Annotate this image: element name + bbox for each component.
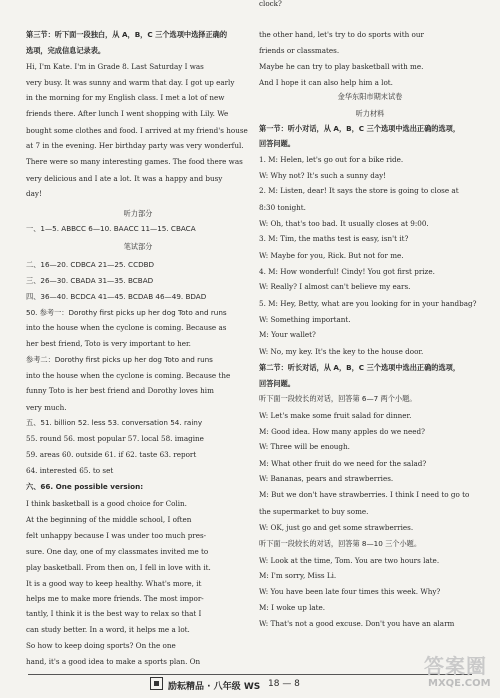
text-line: 六、66. One possible version:	[26, 482, 144, 491]
text-line: W: Bananas, pears and strawberries.	[259, 474, 394, 483]
text-line: M: Good idea. How many apples do we need?	[259, 427, 425, 436]
text-line: W: No, my key. It's the key to the house door.	[259, 347, 424, 356]
text-line: M: Your wallet?	[259, 330, 316, 339]
text-line: friends there. After lunch I went shopping with Lily. We	[26, 109, 229, 118]
text-line: W: OK, just go and get some strawberries.	[259, 523, 414, 532]
text-line: into the house when the cyclone is coming. Because as	[26, 323, 227, 332]
text-line: 二、16—20. CDBCA 21—25. CCDBD	[26, 260, 155, 269]
text-line: very much.	[26, 403, 67, 412]
text-line: day!	[26, 189, 42, 198]
text-line: W: Something important.	[259, 315, 351, 324]
text-line: 3. M: Tim, the maths test is easy, isn't it?	[259, 234, 409, 243]
text-line: So how to keep doing sports? On the one	[26, 641, 176, 650]
text-line: 8:30 tonight.	[259, 203, 306, 212]
text-line: 四、36—40. BCDCA 41—45. BCDAB 46—49. BDAD	[26, 292, 207, 301]
text-line: M: I'm sorry, Miss Li.	[259, 571, 337, 580]
text-line: very delicious and I ate a lot. It was a happy and busy	[26, 174, 223, 183]
text-line: very busy. It was sunny and warm that day. I got up early	[26, 78, 235, 87]
watermark-text: 答案圈	[424, 654, 487, 678]
watermark-url: MXQE.COM	[428, 678, 491, 689]
text-line: W: Three will be enough.	[259, 442, 350, 451]
text-line: W: Maybe for you, Rick. But not for me.	[259, 251, 404, 260]
footer-brand: 励耘精品 · 八年级 WS	[168, 682, 261, 692]
text-line: the supermarket to buy some.	[259, 507, 369, 516]
text-line: 64. interested 65. to set	[26, 466, 114, 475]
text-line: There were so many interesting games. The food there was	[26, 157, 243, 166]
text-line: W: Look at the time, Tom. You are two hours late.	[259, 556, 440, 565]
page-number: 18 — 8	[268, 679, 300, 689]
text-line: 回答问题。	[259, 379, 295, 388]
text-line: At the beginning of the middle school, I often	[26, 515, 192, 524]
text-line: 1. M: Helen, let's go out for a bike ride.	[259, 155, 404, 164]
text-line: 一、1—5. ABBCC 6—10. BAACC 11—15. CBACA	[26, 224, 196, 233]
text-line: tantly, I think it is the best way to relax so that I	[26, 609, 202, 618]
text-line: 听下面一段较长的对话，回答第 8—10 三个小题。	[259, 539, 422, 548]
text-line: 五、51. billion 52. less 53. conversation 54. rainy	[26, 418, 203, 427]
text-line: 三、26—30. CBADA 31—35. BCBAD	[26, 276, 154, 285]
text-line: W: You have been late four times this week. Why?	[259, 587, 441, 596]
text-line: W: Let's make some fruit salad for dinner.	[259, 411, 412, 420]
text-line: 第二节：听长对话，从 A，B，C 三个选项中选出正确的选项，	[259, 363, 461, 372]
text-line: 5. M: Hey, Betty, what are you looking for in your handbag?	[259, 299, 477, 308]
text-line: Hi, I'm Kate. I'm in Grade 8. Last Saturday I was	[26, 62, 204, 71]
text-line: 参考二：Dorothy first picks up her dog Toto and runs	[26, 355, 213, 364]
text-line: W: Why not? It's such a sunny day!	[259, 171, 387, 180]
text-line: funny Toto is her best friend and Dorothy loves him	[26, 386, 214, 395]
text-line: 55. round 56. most popular 57. local 58. imagine	[26, 434, 204, 443]
text-line: sure. One day, one of my classmates invited me to	[26, 547, 209, 556]
site-watermark	[418, 648, 496, 694]
section-heading: 听力部分	[123, 209, 153, 218]
text-line: M: But we don't have strawberries. I think I need to go to	[259, 490, 470, 499]
text-line: 第三节：听下面一段独白，从 A，B，C 三个选项中选择正确的	[26, 30, 228, 39]
text-line: 回答问题。	[259, 139, 295, 148]
text-line: at 7 in the evening. Her birthday party was very wonderful.	[26, 141, 244, 150]
text-line: It is a good way to keep healthy. What's more, it	[26, 579, 202, 588]
text-line: 4. M: How wonderful! Cindy! You got first prize.	[259, 267, 435, 276]
section-heading: 笔试部分	[123, 242, 153, 251]
footer-rule	[28, 674, 472, 675]
text-line: helps me to make more friends. The most impor-	[26, 594, 204, 603]
text-line: 选项，完成信息记录表。	[26, 46, 106, 55]
text-line: M: What other fruit do we need for the salad?	[259, 459, 427, 468]
text-line: 50. 参考一：Dorothy first picks up her dog Toto and runs	[26, 308, 227, 317]
text-line: 第一节：听小对话，从 A，B，C 三个选项中选出正确的选项，	[259, 124, 461, 133]
text-line: felt unhappy because I was under too much pres-	[26, 531, 207, 540]
text-line: 2. M: Listen, dear! It says the store is going to close at	[259, 186, 459, 195]
text-line: W: Really? I almost can't believe my ears.	[259, 282, 411, 291]
text-line: can study better. In a word, it helps me a lot.	[26, 625, 190, 634]
publisher-logo-icon	[150, 677, 163, 690]
text-line: M: I woke up late.	[259, 603, 326, 612]
text-line: clock?	[259, 0, 282, 8]
text-line: into the house when the cyclone is coming. Because the	[26, 371, 231, 380]
text-line: play basketball. From then on, I fell in love with it.	[26, 563, 211, 572]
text-line: hand, it's a good idea to make a sports plan. On	[26, 657, 201, 666]
text-line: And I hope it can also help him a lot.	[259, 78, 393, 87]
text-line: Maybe he can try to play basketball with me.	[259, 62, 424, 71]
text-line: W: Oh, that's too bad. It usually closes at 9:00.	[259, 219, 429, 228]
text-line: I think basketball is a good choice for Colin.	[26, 499, 187, 508]
text-line: her best friend, Toto is very important to her.	[26, 339, 191, 348]
section-heading: 听力材料	[355, 109, 385, 118]
text-line: in the morning for my English class. I met a lot of new	[26, 93, 225, 102]
text-line: 听下面一段较长的对话，回答第 6—7 两个小题。	[259, 394, 417, 403]
section-heading: 金华东阳市期末试卷	[337, 92, 403, 101]
text-line: 59. areas 60. outside 61. if 62. taste 63. report	[26, 450, 197, 459]
text-line: W: That's not a good excuse. Don't you have an alarm	[259, 619, 455, 628]
text-line: friends or classmates.	[259, 46, 340, 55]
text-line: the other hand, let's try to do sports with our	[259, 30, 424, 39]
text-line: bought some clothes and food. I arrived at my friend's house	[26, 126, 248, 135]
